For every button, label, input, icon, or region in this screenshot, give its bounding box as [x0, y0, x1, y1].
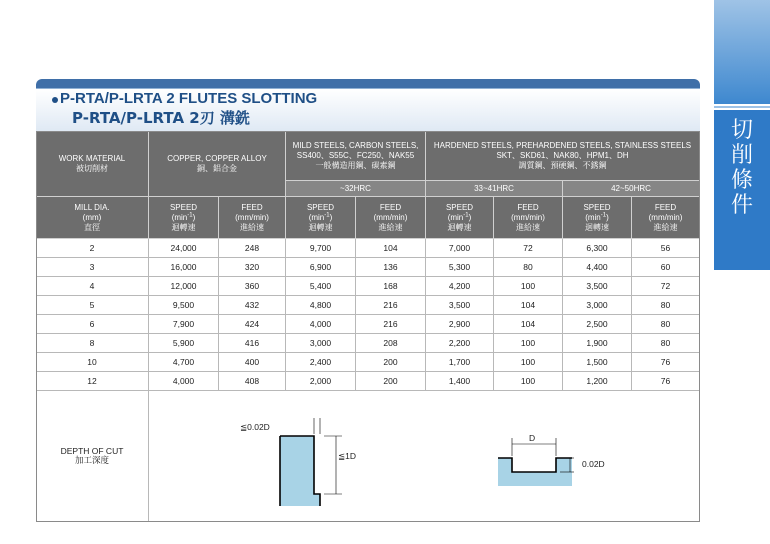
cell-text: SS400、S55C、FC250、NAK55	[296, 150, 415, 160]
cell-text: 2,200	[448, 338, 471, 348]
speed-cell	[563, 372, 632, 391]
cell-text: 168	[383, 281, 398, 291]
cell-text: 迴轉速	[447, 222, 472, 232]
page-title: P-RTA/P-LRTA 2 FLUTES SLOTTING	[60, 90, 318, 107]
feed-header	[219, 197, 286, 239]
cell-text: 被切削材	[76, 163, 108, 173]
cell-text: 調質鋼、預硬鋼、不銹鋼	[518, 160, 607, 170]
speed-unit	[172, 213, 196, 223]
speed-cell	[563, 258, 632, 277]
cell-text: ~32HRC	[340, 183, 371, 193]
bullet-icon	[52, 97, 58, 103]
speed-header	[149, 197, 219, 239]
speed-cell	[426, 353, 494, 372]
hrc-42-header	[563, 181, 700, 197]
cell-text: 4,700	[172, 357, 195, 367]
speed-cell	[149, 277, 219, 296]
feed-cell	[494, 277, 563, 296]
cell-text: DEPTH OF CUT	[60, 446, 124, 456]
cell-text: 2,900	[448, 319, 471, 329]
cell-text: 4,200	[448, 281, 471, 291]
speed-header	[426, 197, 494, 239]
work-material-header	[36, 131, 149, 197]
speed-cell	[286, 277, 356, 296]
cell-text: 56	[660, 243, 671, 253]
side-tab-char: 件	[730, 193, 753, 218]
cell-text: 104	[383, 243, 398, 253]
cell-text: 24,000	[170, 243, 197, 253]
speed-unit-sup: -1	[324, 211, 330, 218]
cell-text: 一般構造用鋼、碳素鋼	[315, 160, 396, 170]
cell-text: 72	[660, 281, 671, 291]
cell-text: 1,400	[448, 376, 471, 386]
cell-text: 6	[89, 319, 95, 329]
feed-cell	[632, 334, 700, 353]
cell-text: 加工深度	[74, 456, 109, 466]
slot-width-label: D	[529, 433, 536, 443]
cell-text: 104	[520, 300, 536, 310]
mill-dia-cell	[36, 334, 149, 353]
feed-cell	[356, 372, 426, 391]
cell-text: 1,500	[586, 357, 608, 367]
speed-cell	[286, 353, 356, 372]
cell-text: 200	[383, 357, 398, 367]
cell-text: SPEED	[306, 202, 335, 212]
speed-unit-post: )	[606, 212, 609, 222]
feed-cell	[494, 296, 563, 315]
cell-text: 5,300	[448, 262, 471, 272]
cell-text: FEED	[379, 202, 402, 212]
feed-cell	[356, 258, 426, 277]
cell-text: 2,500	[586, 319, 608, 329]
cell-text: 60	[660, 262, 671, 272]
cell-text: (mm/min)	[373, 212, 408, 222]
feed-cell	[219, 315, 286, 334]
cell-text: MILD STEELS, CARBON STEELS,	[292, 140, 419, 150]
cell-text: 104	[520, 319, 536, 329]
feed-cell	[219, 277, 286, 296]
cell-text: 320	[244, 262, 260, 272]
cell-text: 136	[383, 262, 398, 272]
feed-cell	[356, 239, 426, 258]
speed-cell	[426, 239, 494, 258]
cell-text: 4,000	[309, 319, 332, 329]
feed-cell	[356, 296, 426, 315]
speed-unit-post: )	[192, 212, 196, 222]
speed-cell	[426, 296, 494, 315]
cell-text: 432	[244, 300, 260, 310]
slot-milling-drawing	[490, 426, 630, 516]
speed-unit-pre: (min	[447, 212, 464, 222]
cell-text: 216	[383, 319, 398, 329]
speed-cell	[149, 258, 219, 277]
cell-text: 424	[244, 319, 260, 329]
cell-text: 進給速	[378, 222, 403, 232]
cell-text: 進給速	[240, 222, 264, 232]
cell-text: 8	[89, 338, 95, 348]
side-tab-label	[714, 118, 770, 218]
speed-unit-pre: (min	[171, 212, 188, 222]
cell-text: 5,900	[172, 338, 195, 348]
depth-of-cut-label	[36, 391, 149, 522]
speed-cell	[286, 372, 356, 391]
cell-text: 360	[244, 281, 260, 291]
feed-cell	[219, 334, 286, 353]
cell-text: 進給速	[516, 222, 540, 232]
cell-text: 400	[244, 357, 260, 367]
cell-text: COPPER, COPPER ALLOY	[167, 153, 267, 163]
speed-cell	[563, 353, 632, 372]
cell-text: 銅、鋁合金	[197, 163, 237, 173]
cell-text: FEED	[517, 202, 539, 212]
cell-text: 80	[523, 262, 533, 272]
speed-unit-sup: -1	[600, 211, 607, 218]
cell-text: (mm/min)	[648, 212, 683, 222]
cell-text: 9,700	[309, 243, 332, 253]
cell-text: 100	[520, 281, 536, 291]
cell-text: FEED	[654, 202, 677, 212]
cell-text: 7,900	[172, 319, 195, 329]
speed-cell	[563, 315, 632, 334]
speed-cell	[286, 239, 356, 258]
feed-cell	[632, 372, 700, 391]
cell-text: 248	[244, 243, 260, 253]
side-tab-char: 削	[730, 143, 753, 168]
cell-text: 33~41HRC	[474, 183, 514, 193]
slot-milling-diagram	[490, 426, 630, 516]
cell-text: 6,900	[309, 262, 332, 272]
speed-cell	[149, 334, 219, 353]
cell-text: 1,700	[448, 357, 471, 367]
cell-text: 2,000	[309, 376, 332, 386]
cell-text: (mm/min)	[511, 212, 545, 222]
cell-text: 6,300	[586, 243, 608, 253]
cell-text: SPEED	[445, 202, 474, 212]
speed-unit-pre: (min	[585, 212, 601, 222]
speed-cell	[563, 277, 632, 296]
cell-text: MILL DIA.	[74, 202, 110, 212]
cell-text: 80	[660, 300, 671, 310]
cell-text: 80	[660, 338, 671, 348]
cell-text: 100	[520, 376, 536, 386]
mill-dia-cell	[36, 239, 149, 258]
slot-area	[512, 458, 556, 472]
speed-cell	[426, 277, 494, 296]
feed-cell	[356, 334, 426, 353]
speed-unit-sup: -1	[187, 211, 193, 218]
feed-cell	[494, 239, 563, 258]
feed-cell	[632, 315, 700, 334]
cell-text: 4	[89, 281, 95, 291]
speed-cell	[149, 353, 219, 372]
cell-text: 12	[87, 376, 97, 386]
cell-text: 42~50HRC	[611, 183, 651, 193]
cell-text: 9,500	[172, 300, 195, 310]
cell-text: 3,000	[586, 300, 608, 310]
side-tab-char: 切	[730, 118, 753, 143]
cell-text: 76	[660, 376, 671, 386]
feed-cell	[219, 258, 286, 277]
feed-cell	[219, 372, 286, 391]
cell-text: (mm)	[82, 212, 102, 222]
cell-text: 100	[520, 338, 536, 348]
speed-cell	[149, 372, 219, 391]
feed-cell	[356, 353, 426, 372]
speed-cell	[563, 296, 632, 315]
feed-cell	[494, 372, 563, 391]
speed-cell	[563, 239, 632, 258]
cell-text: 7,000	[448, 243, 471, 253]
speed-cell	[426, 372, 494, 391]
cell-text: 5	[89, 300, 95, 310]
feed-cell	[494, 334, 563, 353]
cell-text: 5,400	[309, 281, 332, 291]
cell-text: 4,000	[172, 376, 195, 386]
cell-text: 4,400	[586, 262, 608, 272]
cell-text: WORK MATERIAL	[58, 153, 126, 163]
cell-text: 216	[383, 300, 398, 310]
feed-cell	[632, 353, 700, 372]
feed-cell	[494, 258, 563, 277]
feed-header	[356, 197, 426, 239]
side-tab	[714, 0, 770, 270]
side-width-label: ≦0.02D	[240, 422, 270, 432]
hrc-33-header	[426, 181, 563, 197]
speed-unit-pre: (min	[308, 212, 325, 222]
cell-text: 直徑	[84, 222, 100, 232]
cell-text: HARDENED STEELS, PREHARDENED STEELS, STAINLESS STEELS	[433, 140, 692, 150]
speed-cell	[286, 258, 356, 277]
speed-unit-sup: -1	[463, 211, 469, 218]
cell-text: 1,200	[586, 376, 608, 386]
cell-text: SPEED	[169, 202, 198, 212]
speed-cell	[149, 296, 219, 315]
cut-area	[314, 436, 320, 494]
mill-dia-cell	[36, 258, 149, 277]
speed-unit	[585, 213, 609, 223]
feed-cell	[219, 353, 286, 372]
cell-text: SPEED	[583, 202, 611, 212]
cell-text: 2	[89, 243, 95, 253]
cell-text: 進給速	[653, 222, 678, 232]
speed-cell	[286, 334, 356, 353]
cell-text: 12,000	[170, 281, 197, 291]
cell-text: 1,900	[586, 338, 608, 348]
feed-cell	[219, 239, 286, 258]
title-banner	[36, 79, 700, 131]
cell-text: 100	[520, 357, 536, 367]
speed-cell	[426, 334, 494, 353]
mill-dia-cell	[36, 353, 149, 372]
feed-cell	[632, 277, 700, 296]
feed-cell	[632, 296, 700, 315]
cell-text: 416	[244, 338, 260, 348]
side-milling-diagram	[232, 410, 392, 520]
mill-dia-header	[36, 197, 149, 239]
feed-cell	[632, 258, 700, 277]
speed-cell	[286, 315, 356, 334]
speed-unit	[309, 213, 333, 223]
feed-cell	[356, 277, 426, 296]
feed-cell	[494, 315, 563, 334]
feed-cell	[356, 315, 426, 334]
side-tab-divider	[714, 106, 770, 108]
speed-unit-post: )	[468, 212, 472, 222]
cell-text: 200	[383, 376, 398, 386]
cell-text: 2,400	[309, 357, 332, 367]
cell-text: (mm/min)	[235, 212, 269, 222]
cell-text: SKT、SKD61、NAK80、HPM1、DH	[496, 150, 629, 160]
cell-text: 408	[244, 376, 260, 386]
cell-text: 3,500	[586, 281, 608, 291]
cell-text: 迴轉速	[308, 222, 333, 232]
cell-text: 迴轉速	[171, 222, 196, 232]
cell-text: 10	[87, 357, 97, 367]
feed-header	[494, 197, 563, 239]
speed-cell	[563, 334, 632, 353]
page-subtitle: P-RTA/P-LRTA 2刃 溝銑	[72, 109, 250, 127]
slot-depth-label: 0.02D	[582, 459, 605, 469]
feed-cell	[219, 296, 286, 315]
cell-text: 4,800	[309, 300, 332, 310]
cell-text: FEED	[241, 202, 263, 212]
side-tab-char: 條	[730, 168, 753, 193]
speed-cell	[149, 239, 219, 258]
cell-text: 80	[660, 319, 671, 329]
side-depth-label: ≦1D	[338, 451, 356, 461]
side-tab-top	[714, 0, 770, 104]
speed-cell	[426, 258, 494, 277]
cell-text: 16,000	[170, 262, 197, 272]
mild-steel-header	[286, 131, 426, 181]
speed-unit-post: )	[329, 212, 333, 222]
feed-header	[632, 197, 700, 239]
speed-header	[286, 197, 356, 239]
mill-dia-cell	[36, 315, 149, 334]
speed-unit	[448, 213, 472, 223]
mill-dia-cell	[36, 372, 149, 391]
hardened-steel-header	[426, 131, 700, 181]
speed-cell	[426, 315, 494, 334]
feed-cell	[632, 239, 700, 258]
cell-text: 72	[523, 243, 533, 253]
cell-text: 迴轉速	[585, 222, 609, 232]
speed-cell	[286, 296, 356, 315]
cell-text: 3,500	[448, 300, 471, 310]
speed-cell	[149, 315, 219, 334]
cell-text: 76	[660, 357, 671, 367]
mill-dia-cell	[36, 296, 149, 315]
cell-text: 3,000	[309, 338, 332, 348]
feed-cell	[494, 353, 563, 372]
cell-text: 208	[383, 338, 398, 348]
mill-dia-cell	[36, 277, 149, 296]
speed-header	[563, 197, 632, 239]
copper-header	[149, 131, 286, 197]
cell-text: 3	[89, 262, 95, 272]
hrc-mild-header	[286, 181, 426, 197]
